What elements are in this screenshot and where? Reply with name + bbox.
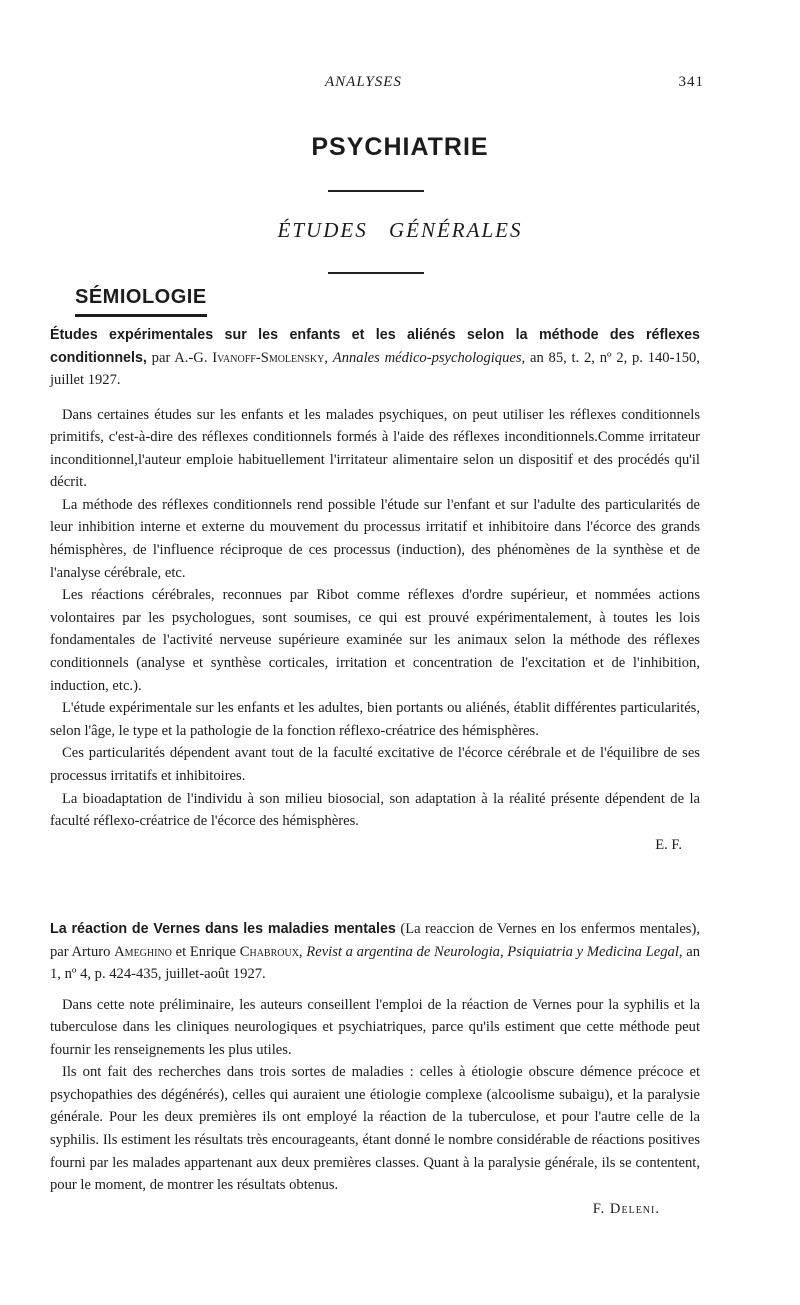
paragraph: Les réactions cérébrales, reconnues par Ribot comme réflexes d'ordre supérieur, et nommées actions volontaires par les psychologues, sont soumises, ce qui est prouvé expérimentalement, à toutes les lois fondamentales de l'activité nerveuse supérieure examinée sur les animaux selon la méthode des réflexes conditionnels (analyse et synthèse corticales, irritation et concentration de l'excitation et de l'inhibition, induction, etc.).	[50, 587, 700, 694]
article-2-and: et Enrique	[175, 943, 237, 960]
article-1-reference: an 85, t. 2, nº 2, p. 140-150, juillet 1927.	[50, 349, 700, 388]
subsection-divider	[328, 272, 424, 274]
article-2-author-2: Chabroux,	[239, 943, 303, 960]
article-2-by: par Arturo	[50, 943, 111, 960]
article-1-body	[50, 404, 700, 857]
paragraph: L'étude expérimentale sur les enfants et les adultes, bien portants ou aliénés, établit différentes particularités, selon l'âge, le type et la pathologie de la fonction réflexo-créatrice des hémisphères.	[50, 700, 700, 739]
running-head-title: ANALYSES	[325, 74, 402, 90]
category-heading: SÉMIOLOGIE	[75, 286, 207, 308]
article-2-author-1: Ameghino	[114, 943, 172, 960]
section-divider	[328, 190, 424, 192]
article-2-title: La réaction de Vernes dans les maladies mentales	[50, 921, 396, 937]
article-2-signature: F. Deleni.	[592, 1200, 660, 1217]
article-2-reference: an 1, nº 4, p. 424-435, juillet-août 1927.	[50, 943, 701, 982]
paragraph: La méthode des réflexes conditionnels rend possible l'étude sur l'enfant et sur l'adulte des particularités de leur inhibition interne et externe du mouvement du processus irritatif et inhibitoire dans l'écorce des grands hémisphères, de l'influence réciproque de ces processus (induction), des phénomènes de la synthèse et de l'analyse cérébrale, etc.	[50, 496, 700, 581]
category-underline	[75, 314, 207, 317]
article-2-citation	[50, 918, 700, 986]
article-1-citation	[50, 324, 700, 392]
paragraph: La bioadaptation de l'individu à son milieu biosocial, son adaptation à la réalité présente dépendent de la faculté réflexo-créatrice de l'écorce des hémisphères.	[50, 790, 700, 830]
article-1-title: Études expérimentales sur les enfants et les aliénés selon la méthode des réflexes conditionnels,	[50, 327, 700, 366]
page-number: 341	[678, 74, 704, 90]
paragraph: Dans certaines études sur les enfants et les malades psychiques, on peut utiliser les réflexes conditionnels primitifs, c'est-à-dire des réflexes conditionnels formés à l'aide des réflexes inconditionnels.Comme irritateur inconditionnel,l'auteur emploie habituellement l'irritateur alimentaire selon un dispositif et des procédés qu'il décrit.	[50, 406, 700, 491]
article-1-by: par A.-G.	[151, 349, 208, 366]
article-2	[50, 918, 700, 1221]
article-2-body	[50, 994, 700, 1221]
subsection-title: ÉTUDES GÉNÉRALES	[277, 218, 523, 242]
section-title: PSYCHIATRIE	[311, 133, 489, 161]
paragraph: Ils ont fait des recherches dans trois sortes de maladies : celles à étiologie obscure démence précoce et psychopathies des dégénérés), celles qui auraient une étiologie complexe (alcoolisme subaigu), et la paralysie générale. Pour les deux premières ils ont employé la réaction de la tuberculose, et pour l'autre celle de la syphilis. Ils estiment les résultats très encourageants, étant donné le nombre considérable de réactions positives fourni par les malades appartenant aux deux premières classes. Quant à la paralysie générale, ils se contentent, pour le moment, de montrer les résultats obtenus.	[50, 1064, 700, 1194]
paragraph: Dans cette note préliminaire, les auteurs conseillent l'emploi de la réaction de Vernes pour la syphilis et la tuberculose dans les cliniques neurologiques et psychiatriques, parce qu'ils estiment que cette méthode peut fournir les renseignements les plus utiles.	[50, 996, 700, 1058]
article-1-journal: Annales médico-psychologiques,	[332, 349, 526, 366]
article-1	[50, 324, 700, 857]
article-1-author: Ivanoff-Smolensky,	[212, 349, 329, 366]
paragraph: Ces particularités dépendent avant tout de la faculté excitative de l'écorce cérébrale et de l'équilibre de ses processus irritatifs et inhibitoires.	[50, 745, 700, 784]
running-head	[0, 74, 800, 98]
article-2-journal: Revist a argentina de Neurologia, Psiquiatria y Medicina Legal,	[306, 943, 683, 960]
article-2-subtitle: (La reaccion de Vernes en los enfermos mentales),	[400, 921, 700, 937]
article-1-signature: E. F.	[655, 836, 682, 853]
